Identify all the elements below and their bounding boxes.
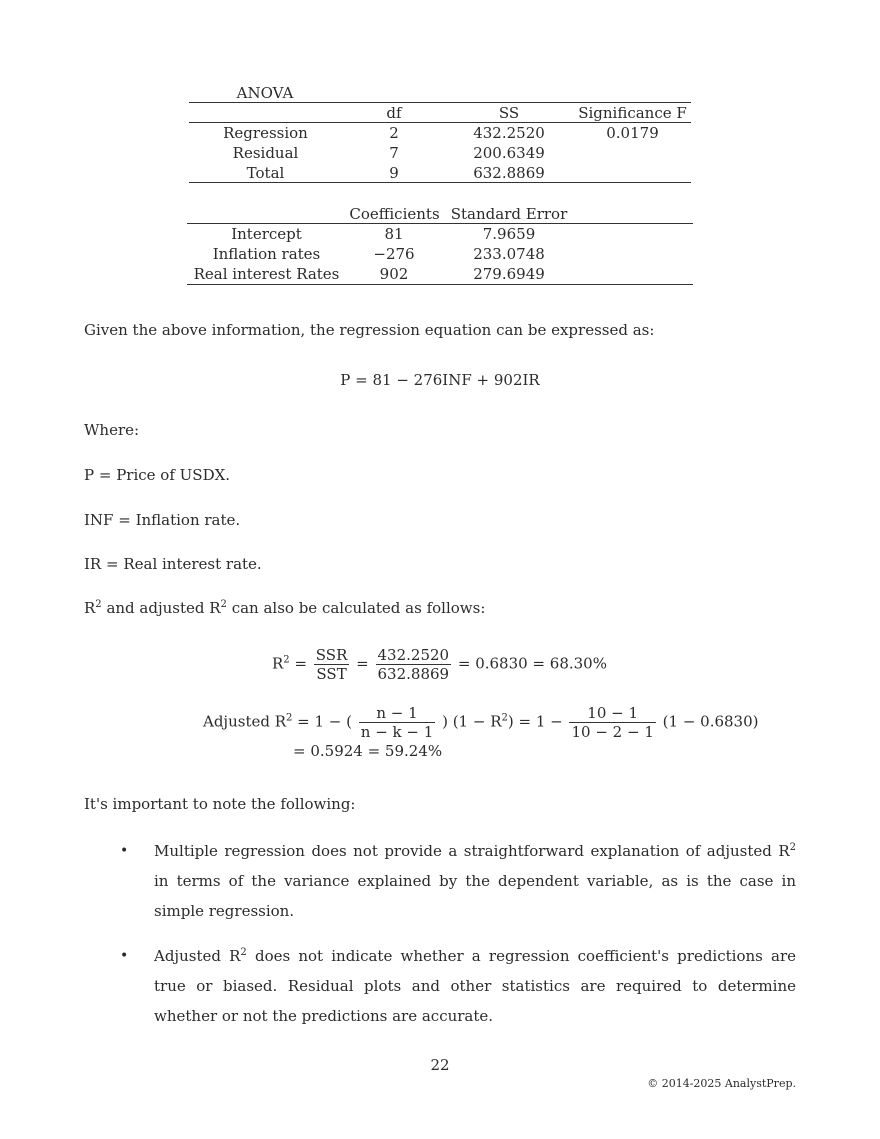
bullet-text-part: Adjusted R bbox=[154, 947, 241, 965]
bullet-text-part: does not indicate whether a regression coefficient's predictions are true or biased. Residual plots and other statistics are required to determine whether or not the predictions are accurate. bbox=[154, 947, 796, 1025]
important-note: It's important to note the following: bbox=[84, 795, 356, 813]
numerator: SSR bbox=[315, 646, 348, 664]
row-df: 2 bbox=[389, 124, 399, 142]
formula-lhs: Adjusted R bbox=[203, 712, 287, 731]
row-ss: 632.8869 bbox=[473, 164, 545, 182]
anova-table bbox=[189, 83, 691, 183]
r2-intro-end: can also be calculated as follows: bbox=[226, 599, 486, 617]
superscript: 2 bbox=[286, 712, 293, 724]
formula-part: = 1 − ( bbox=[292, 712, 352, 731]
r2-intro bbox=[84, 599, 485, 617]
definition-inf: INF = Inflation rate. bbox=[84, 511, 241, 529]
numerator: 10 − 1 bbox=[569, 704, 655, 723]
anova-header-sig: Significance F bbox=[578, 104, 687, 122]
coef-header-se: Standard Error bbox=[450, 205, 568, 223]
numerator: 432.2520 bbox=[377, 646, 450, 664]
denominator: 10 − 2 − 1 bbox=[571, 723, 654, 741]
coef-bottom-rule bbox=[187, 284, 693, 285]
fraction-values bbox=[376, 646, 452, 683]
row-ss: 200.6349 bbox=[473, 144, 545, 162]
formula-part: ) = 1 − bbox=[507, 712, 568, 731]
fraction-n bbox=[359, 704, 436, 741]
where-label: Where: bbox=[84, 421, 140, 439]
denominator: SST bbox=[316, 665, 347, 683]
superscript: 2 bbox=[240, 947, 247, 958]
equals-sign: = bbox=[356, 654, 374, 673]
table-row bbox=[189, 123, 691, 143]
row-label: Real interest Rates bbox=[193, 265, 340, 283]
page-number: 22 bbox=[430, 1056, 450, 1074]
formula-part: (1 − 0.6830) bbox=[662, 712, 759, 731]
definition-ir: IR = Real interest rate. bbox=[84, 555, 262, 573]
superscript: 2 bbox=[220, 599, 227, 610]
table-row bbox=[187, 224, 693, 244]
definition-p: P = Price of USDX. bbox=[84, 466, 231, 484]
anova-header-row bbox=[189, 103, 691, 123]
row-df: 7 bbox=[389, 144, 399, 162]
row-se: 233.0748 bbox=[473, 245, 545, 263]
table-row bbox=[187, 264, 693, 284]
denominator: n − k − 1 bbox=[360, 723, 434, 741]
row-label: Intercept bbox=[231, 225, 302, 243]
formula-result: = 0.6830 = 68.30% bbox=[457, 654, 607, 673]
row-label: Regression bbox=[223, 124, 308, 142]
anova-bottom-rule bbox=[189, 182, 691, 183]
row-label: Residual bbox=[232, 144, 299, 162]
coef-header-coefficients: Coefficients bbox=[349, 205, 440, 223]
regression-equation: P = 81 − 276INF + 902IR bbox=[340, 371, 540, 389]
row-coef: −276 bbox=[373, 245, 415, 263]
adjusted-r2-formula bbox=[203, 704, 759, 741]
superscript: 2 bbox=[283, 654, 290, 666]
row-label: Total bbox=[246, 164, 285, 182]
table-row bbox=[187, 244, 693, 264]
copyright: © 2014-2025 AnalystPrep. bbox=[647, 1077, 796, 1090]
denominator: 632.8869 bbox=[377, 665, 450, 683]
fraction-values bbox=[569, 704, 655, 741]
coefficients-table bbox=[187, 204, 693, 284]
r2-formula bbox=[272, 646, 607, 683]
r2-intro-mid: and adjusted R bbox=[101, 599, 221, 617]
row-sig: 0.0179 bbox=[606, 124, 659, 142]
equals-sign: = bbox=[289, 654, 312, 673]
bullet-icon: • bbox=[120, 843, 129, 859]
anova-header-df: df bbox=[386, 104, 402, 122]
coef-header-row bbox=[187, 204, 693, 224]
formula-lhs: R bbox=[272, 654, 284, 673]
formula-part: ) (1 − R bbox=[442, 712, 502, 731]
table-row bbox=[189, 143, 691, 163]
r2-symbol: R bbox=[84, 599, 96, 617]
row-se: 279.6949 bbox=[473, 265, 545, 283]
bullet-text-part: in terms of the variance explained by the dependent variable, as is the case in simple regression. bbox=[154, 872, 796, 920]
bullet-text bbox=[154, 836, 796, 926]
bullet-icon: • bbox=[120, 948, 129, 964]
fraction-ssr-sst bbox=[314, 646, 350, 683]
bullet-text bbox=[154, 941, 796, 1031]
intro-text: Given the above information, the regression equation can be expressed as: bbox=[84, 321, 655, 339]
adjusted-r2-result: = 0.5924 = 59.24% bbox=[293, 742, 443, 760]
anova-header-ss: SS bbox=[498, 104, 520, 122]
bullet-text-part: Multiple regression does not provide a straightforward explanation of adjusted R bbox=[154, 842, 790, 860]
row-df: 9 bbox=[389, 164, 399, 182]
anova-title-row bbox=[189, 83, 691, 103]
superscript: 2 bbox=[501, 712, 508, 724]
numerator: n − 1 bbox=[359, 704, 436, 723]
row-coef: 81 bbox=[384, 225, 404, 243]
superscript: 2 bbox=[789, 842, 796, 853]
row-label: Inflation rates bbox=[212, 245, 321, 263]
table-row bbox=[189, 163, 691, 183]
superscript: 2 bbox=[95, 599, 102, 610]
row-se: 7.9659 bbox=[482, 225, 536, 243]
row-coef: 902 bbox=[379, 265, 409, 283]
row-ss: 432.2520 bbox=[473, 124, 545, 142]
anova-title: ANOVA bbox=[236, 84, 294, 102]
